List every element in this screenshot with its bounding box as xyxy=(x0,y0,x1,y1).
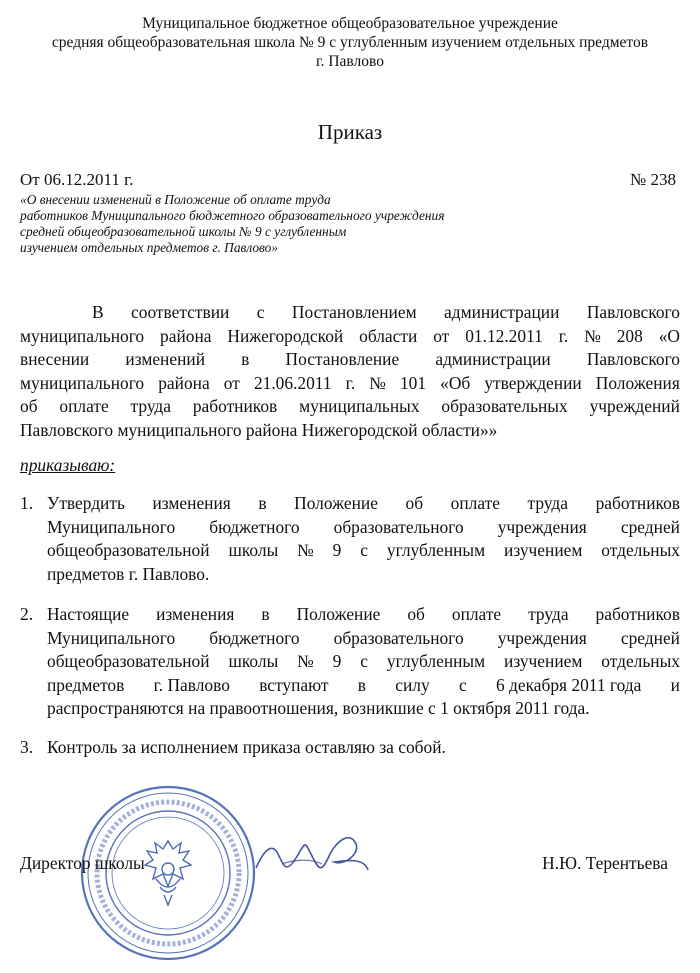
order-subject xyxy=(20,192,540,256)
word: области xyxy=(359,325,418,346)
word: Постановление xyxy=(285,349,400,369)
subject-line: средней общеобразовательной школы № 9 с углубленным xyxy=(20,224,347,239)
word: работников xyxy=(595,604,680,624)
item-text xyxy=(47,736,680,760)
word: в xyxy=(241,349,250,369)
word: распространяются на правоотношения, возникшие с 1 октября 2011 года. xyxy=(47,698,590,718)
word: с xyxy=(458,674,467,695)
word: учреждения xyxy=(497,627,587,648)
word: с xyxy=(360,651,369,671)
word: отдельных xyxy=(601,651,680,671)
word: г. xyxy=(558,325,569,346)
word: средней xyxy=(620,627,680,648)
word: общеобразовательной xyxy=(47,540,210,560)
word: района xyxy=(158,372,210,393)
word: № xyxy=(297,540,314,560)
word: образовательного xyxy=(333,627,464,648)
word: Контроль за исполнением приказа оставляю за собой. xyxy=(47,737,446,757)
document-title: Приказ xyxy=(317,120,383,144)
word: оплате xyxy=(59,396,109,416)
header-line-3: г. Павлово xyxy=(316,53,384,70)
subject-line: изучением отдельных предметов г. Павлово» xyxy=(20,240,279,255)
word: Павловского xyxy=(586,302,680,322)
word: отдельных xyxy=(601,540,680,560)
word: вступают xyxy=(259,674,329,695)
word: школы xyxy=(228,540,279,560)
word: об xyxy=(405,493,424,513)
coat-of-arms-icon xyxy=(145,841,191,905)
text-line xyxy=(47,563,680,587)
text-line xyxy=(20,348,680,372)
word: работников xyxy=(192,396,278,416)
text-line xyxy=(47,736,680,760)
word: учреждений xyxy=(589,396,680,416)
word: изменения xyxy=(156,604,235,624)
word: № xyxy=(297,651,314,671)
text-line xyxy=(47,627,680,651)
word: 6 декабря 2011 года xyxy=(495,674,642,695)
word: оплате xyxy=(451,604,502,624)
word: об xyxy=(20,396,38,416)
word: изучением xyxy=(504,651,583,671)
word: изучением xyxy=(504,540,583,560)
word: от xyxy=(223,372,240,393)
word: бюджетного xyxy=(209,627,300,648)
word: от xyxy=(433,325,450,346)
word: 208 xyxy=(616,325,643,346)
word: общеобразовательной xyxy=(47,651,210,671)
text-line xyxy=(47,603,680,627)
word: Муниципального xyxy=(47,516,176,537)
word: г. xyxy=(345,372,356,393)
word: изменений xyxy=(125,349,206,369)
header-line-1: Муниципальное бюджетное общеобразовательное учреждение xyxy=(142,15,558,32)
word: труда xyxy=(528,604,569,624)
text-line xyxy=(47,674,680,698)
word: 101 xyxy=(399,372,427,393)
word: района xyxy=(160,325,212,346)
handwritten-signature xyxy=(252,820,372,890)
word: труда xyxy=(130,396,171,416)
subject-line: «О внесении изменений в Положение об оплате труда xyxy=(20,192,331,207)
word: Положение xyxy=(296,604,381,624)
word: № xyxy=(369,372,386,393)
word: Павловского муниципального района Нижегородской области»» xyxy=(20,419,498,440)
word: в xyxy=(258,493,267,513)
word: работников xyxy=(595,493,680,513)
text-line xyxy=(47,650,680,674)
order-word: приказываю: xyxy=(20,455,116,475)
word: муниципального xyxy=(20,372,145,393)
word: Положения xyxy=(595,372,680,393)
word: Постановлением xyxy=(291,302,417,322)
word: 9 xyxy=(332,540,342,560)
word: Настоящие xyxy=(47,604,130,624)
item-text xyxy=(47,603,680,721)
word: администрации xyxy=(435,349,551,369)
word: г. Павлово xyxy=(153,674,230,695)
text-line xyxy=(47,697,680,721)
word: муниципальных xyxy=(299,396,420,416)
signer-name: Н.Ю. Терентьева xyxy=(542,853,668,873)
word: внесении xyxy=(20,349,90,369)
word: углубленным xyxy=(386,651,486,671)
word: Утвердить xyxy=(47,493,125,513)
item-text xyxy=(47,492,680,586)
word: бюджетного xyxy=(209,516,300,537)
word: 21.06.2011 xyxy=(253,372,332,393)
institution-header xyxy=(0,14,700,71)
item-number: 1. xyxy=(20,493,34,513)
word: Нижегородской xyxy=(227,325,344,346)
word: в xyxy=(261,604,270,624)
word: с xyxy=(256,302,265,322)
word: с xyxy=(360,540,369,560)
word: школы xyxy=(228,651,279,671)
word: Положение xyxy=(294,493,378,513)
word: изменения xyxy=(152,493,231,513)
order-date: От 06.12.2011 г. xyxy=(20,170,134,189)
word: утверждении xyxy=(484,372,582,393)
word: углубленным xyxy=(386,540,486,560)
text-line xyxy=(20,301,680,325)
text-line xyxy=(47,539,680,563)
preamble-paragraph xyxy=(20,301,680,442)
text-line xyxy=(20,395,680,419)
word: оплате xyxy=(450,493,500,513)
word: и xyxy=(670,674,680,695)
word: образовательных xyxy=(441,396,568,416)
word: муниципального xyxy=(20,325,145,346)
item-number: 3. xyxy=(20,737,34,757)
word: образовательного xyxy=(333,516,464,537)
word: силу xyxy=(395,674,430,695)
word: учреждения xyxy=(497,516,587,537)
word: Муниципального xyxy=(47,627,176,648)
word: предметов xyxy=(47,674,125,695)
word: предметов г. Павлово. xyxy=(47,563,210,584)
item-number: 2. xyxy=(20,604,34,624)
word: средней xyxy=(620,516,680,537)
subject-line: работников Муниципального бюджетного образовательного учреждения xyxy=(20,208,445,223)
text-line xyxy=(20,419,680,443)
word: в xyxy=(357,674,366,695)
word: № xyxy=(584,325,601,346)
word: труда xyxy=(527,493,568,513)
word: «О xyxy=(658,325,680,346)
text-line xyxy=(47,516,680,540)
text-line xyxy=(47,492,680,516)
header-line-2: средняя общеобразовательная школа № 9 с углубленным изучением отдельных предметов xyxy=(51,34,649,51)
text-line xyxy=(20,372,680,396)
text-line xyxy=(20,325,680,349)
order-number: № 238 xyxy=(630,170,676,189)
director-title: Директор школы xyxy=(20,853,145,873)
word: об xyxy=(407,604,425,624)
word: администрации xyxy=(444,302,560,322)
word: 01.12.2011 xyxy=(465,325,543,346)
word: 9 xyxy=(332,651,342,671)
word: «Об xyxy=(440,372,471,393)
word: соответствии xyxy=(131,302,230,322)
word: В xyxy=(92,302,104,322)
word: Павловского xyxy=(586,349,680,369)
